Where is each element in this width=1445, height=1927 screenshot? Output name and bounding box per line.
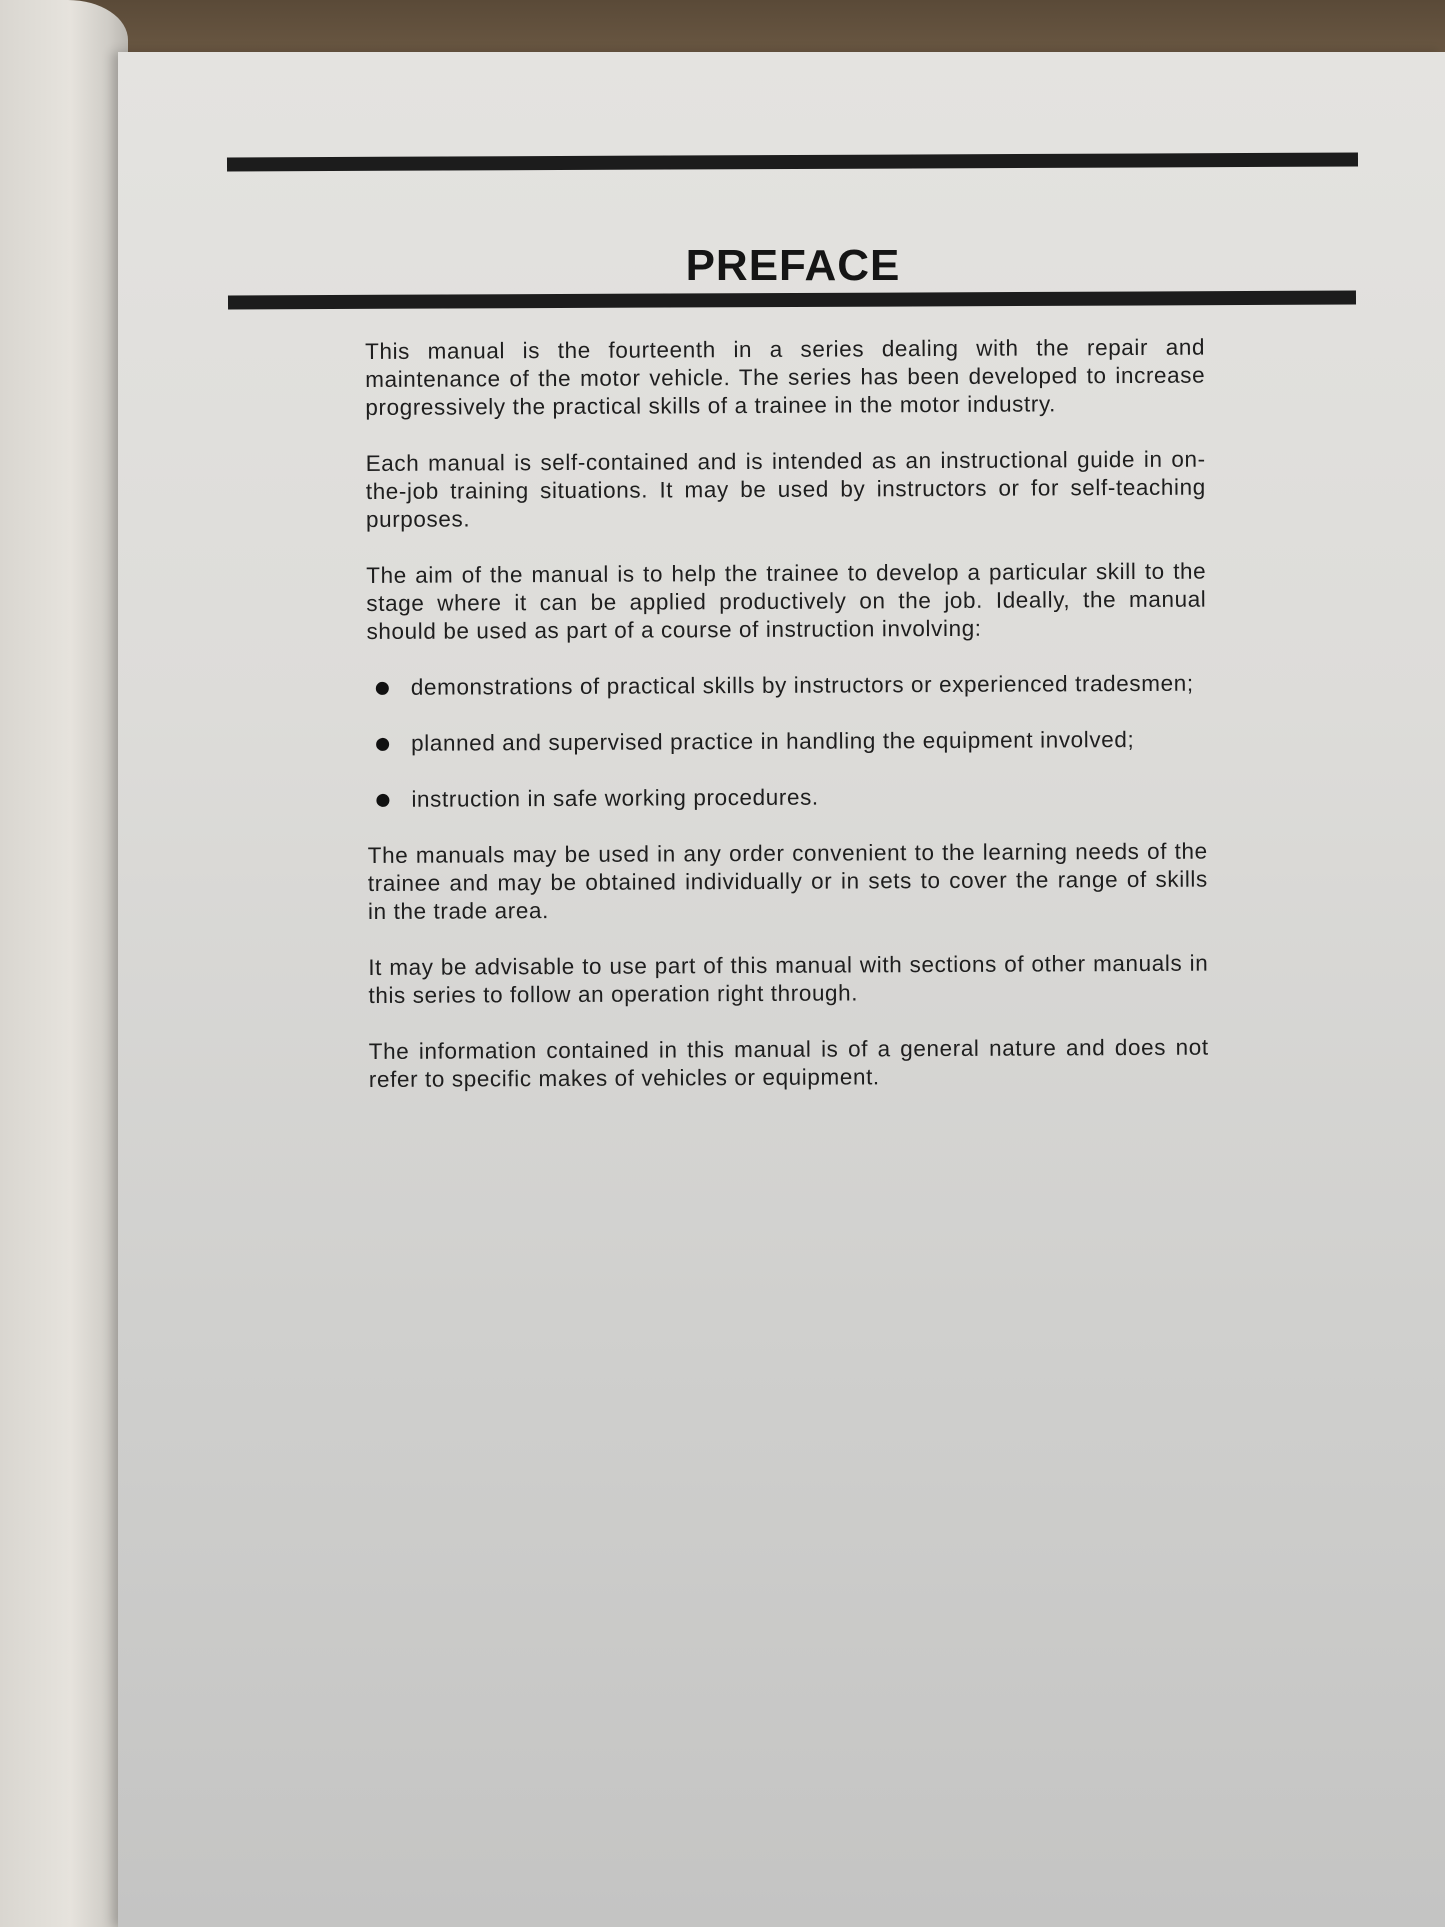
list-item-text: demonstrations of practical skills by instructors or experienced tradesmen;	[410, 670, 1194, 700]
facing-page-edge	[0, 0, 128, 1927]
list-item	[367, 670, 1207, 702]
page-title: PREFACE	[685, 241, 901, 291]
bullet-icon	[376, 682, 389, 695]
paragraph: The aim of the manual is to help the trainee to develop a particular skill to the stage where it can be applied productively on the job. Ideally, the manual should be used as part of a course of instruction involving:	[366, 558, 1207, 644]
bullet-list	[367, 670, 1208, 814]
preface-body	[365, 334, 1209, 1122]
paragraph: Each manual is self-contained and is intended as an instructional guide in on-the-job training situations. It may be used by instructors or for self-teaching purposes.	[365, 446, 1206, 532]
list-item-text: instruction in safe working procedures.	[411, 784, 819, 812]
list-item	[367, 726, 1207, 758]
paragraph: The information contained in this manual is of a general nature and does not refer to specific makes of vehicles or equipment.	[368, 1034, 1209, 1092]
list-item-text: planned and supervised practice in handling the equipment involved;	[411, 726, 1135, 756]
paragraph: The manuals may be used in any order convenient to the learning needs of the trainee and may be obtained individually or in sets to cover the range of skills in the trade area.	[367, 838, 1208, 924]
bullet-icon	[376, 794, 389, 807]
list-item	[367, 782, 1207, 814]
paragraph: It may be advisable to use part of this manual with sections of other manuals in this series to follow an operation right through.	[368, 950, 1209, 1008]
paragraph: This manual is the fourteenth in a series dealing with the repair and maintenance of the motor vehicle. The series has been developed to increase progressively the practical skills of a trainee in the motor industry.	[365, 334, 1206, 420]
bullet-icon	[376, 738, 389, 751]
